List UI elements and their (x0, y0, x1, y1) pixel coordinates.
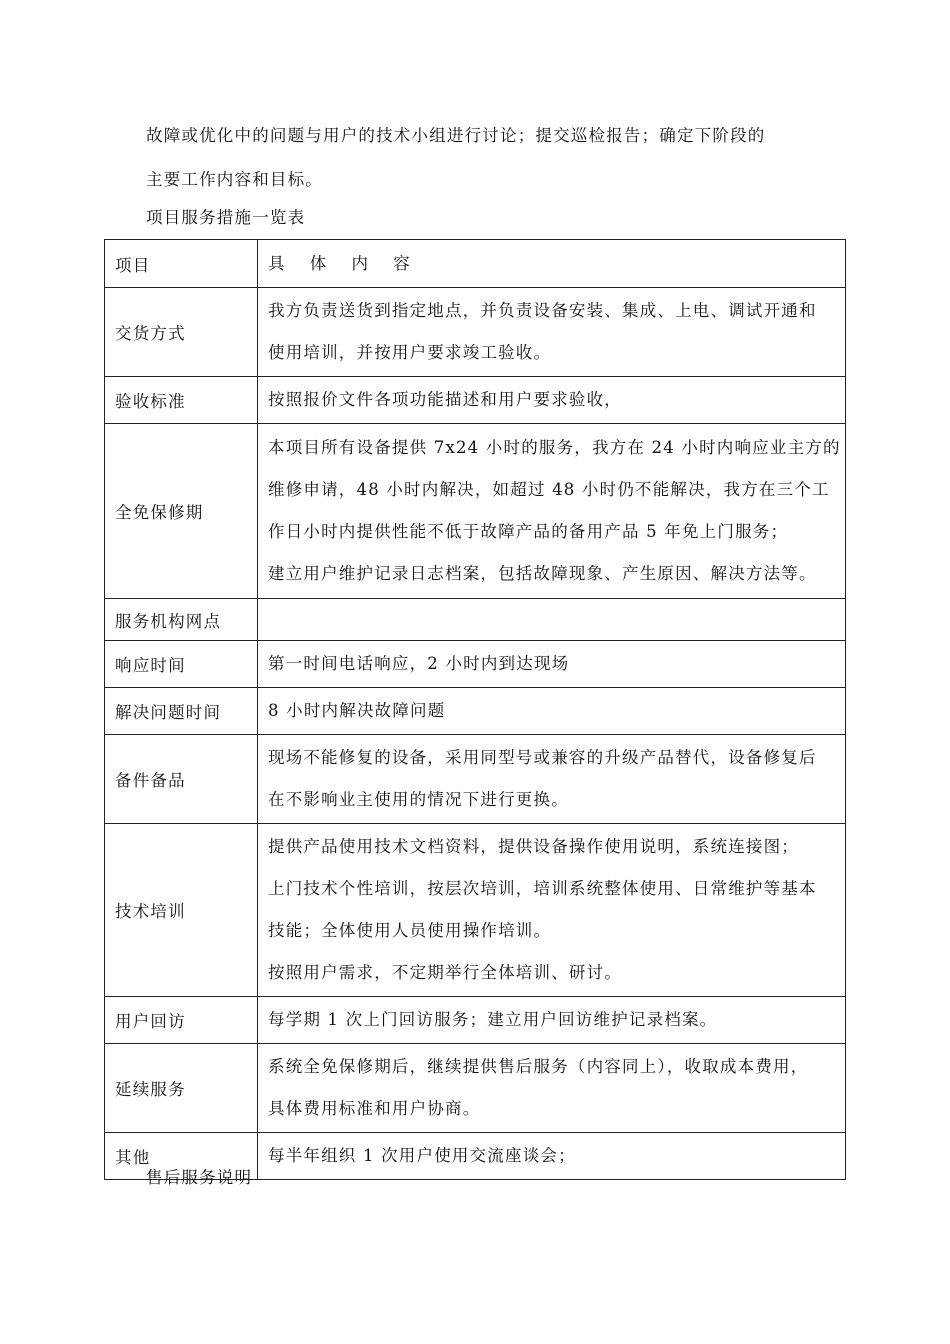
row-content-line: 在不影响业主使用的情况下进行更换。 (268, 790, 569, 809)
row-content-line: 维修申请，48 小时内解决，如超过 48 小时仍不能解决，我方在三个工 (268, 480, 830, 499)
row-label: 交货方式 (105, 288, 258, 377)
row-label: 服务机构网点 (105, 599, 258, 641)
table-row (105, 377, 846, 424)
table-row (105, 288, 846, 377)
row-content-line: 技能；全体使用人员使用操作培训。 (268, 921, 552, 940)
row-content-line: 按照报价文件各项功能描述和用户要求验收， (268, 390, 622, 409)
row-content-line: 系统全免保修期后，继续提供售后服务（内容同上），收取成本费用， (268, 1057, 809, 1076)
row-content (258, 377, 846, 424)
intro-paragraph-line-2: 主要工作内容和目标。 (146, 170, 323, 189)
row-content-line: 我方负责送货到指定地点，并负责设备安装、集成、上电、调试开通和 (268, 301, 817, 320)
row-content-line: 上门技术个性培训，按层次培训，培训系统整体使用、日常维护等基本 (268, 879, 817, 898)
row-content (258, 424, 846, 599)
row-content-line: 每学期 1 次上门回访服务；建立用户回访维护记录档案。 (268, 1010, 718, 1029)
table-row (105, 641, 846, 688)
table-caption: 项目服务措施一览表 (146, 208, 306, 227)
row-content-line: 具体费用标准和用户协商。 (268, 1099, 481, 1118)
row-label: 解决问题时间 (105, 688, 258, 735)
row-content (258, 641, 846, 688)
row-label: 备件备品 (105, 735, 258, 824)
row-content (258, 288, 846, 377)
header-content-text: 具 体 内 容 (268, 253, 420, 273)
row-label: 技术培训 (105, 824, 258, 997)
row-content (258, 1044, 846, 1133)
table-row (105, 424, 846, 599)
header-content-cell (258, 240, 846, 288)
table-header-row (105, 240, 846, 288)
table-row (105, 1044, 846, 1133)
row-content-line: 建立用户维护记录日志档案，包括故障现象、产生原因、解决方法等。 (268, 564, 817, 583)
service-measures-table (104, 239, 846, 1180)
table-row (105, 824, 846, 997)
header-label-cell: 项目 (105, 240, 258, 288)
row-content-line: 作日小时内提供性能不低于故障产品的备用产品 5 年免上门服务； (268, 522, 789, 541)
row-content (258, 997, 846, 1044)
table-row (105, 997, 846, 1044)
table-row (105, 735, 846, 824)
table-row (105, 599, 846, 641)
row-label: 验收标准 (105, 377, 258, 424)
row-label: 用户回访 (105, 997, 258, 1044)
row-label: 延续服务 (105, 1044, 258, 1133)
row-content (258, 688, 846, 735)
row-content-line: 第一时间电话响应，2 小时内到达现场 (268, 654, 570, 673)
row-content-line: 使用培训，并按用户要求竣工验收。 (268, 343, 552, 362)
table-row (105, 688, 846, 735)
row-content-line: 8 小时内解决故障问题 (268, 701, 446, 720)
row-label: 全免保修期 (105, 424, 258, 599)
row-content-line: 按照用户需求，不定期举行全体培训、研讨。 (268, 963, 622, 982)
row-content (258, 824, 846, 997)
row-content-line: 每半年组织 1 次用户使用交流座谈会； (268, 1146, 576, 1165)
row-label: 响应时间 (105, 641, 258, 688)
row-content (258, 599, 846, 641)
row-content-line: 现场不能修复的设备，采用同型号或兼容的升级产品替代，设备修复后 (268, 748, 817, 767)
row-content-line: 提供产品使用技术文档资料，提供设备操作使用说明，系统连接图； (268, 837, 799, 856)
intro-paragraph-line-1: 故障或优化中的问题与用户的技术小组进行讨论；提交巡检报告；确定下阶段的 (146, 126, 766, 145)
row-content-line: 本项目所有设备提供 7x24 小时的服务，我方在 24 小时内响应业主方的 (268, 438, 841, 457)
row-label: 其他 (105, 1133, 258, 1180)
after-table-heading: 售后服务说明 (146, 1168, 253, 1187)
row-content (258, 735, 846, 824)
